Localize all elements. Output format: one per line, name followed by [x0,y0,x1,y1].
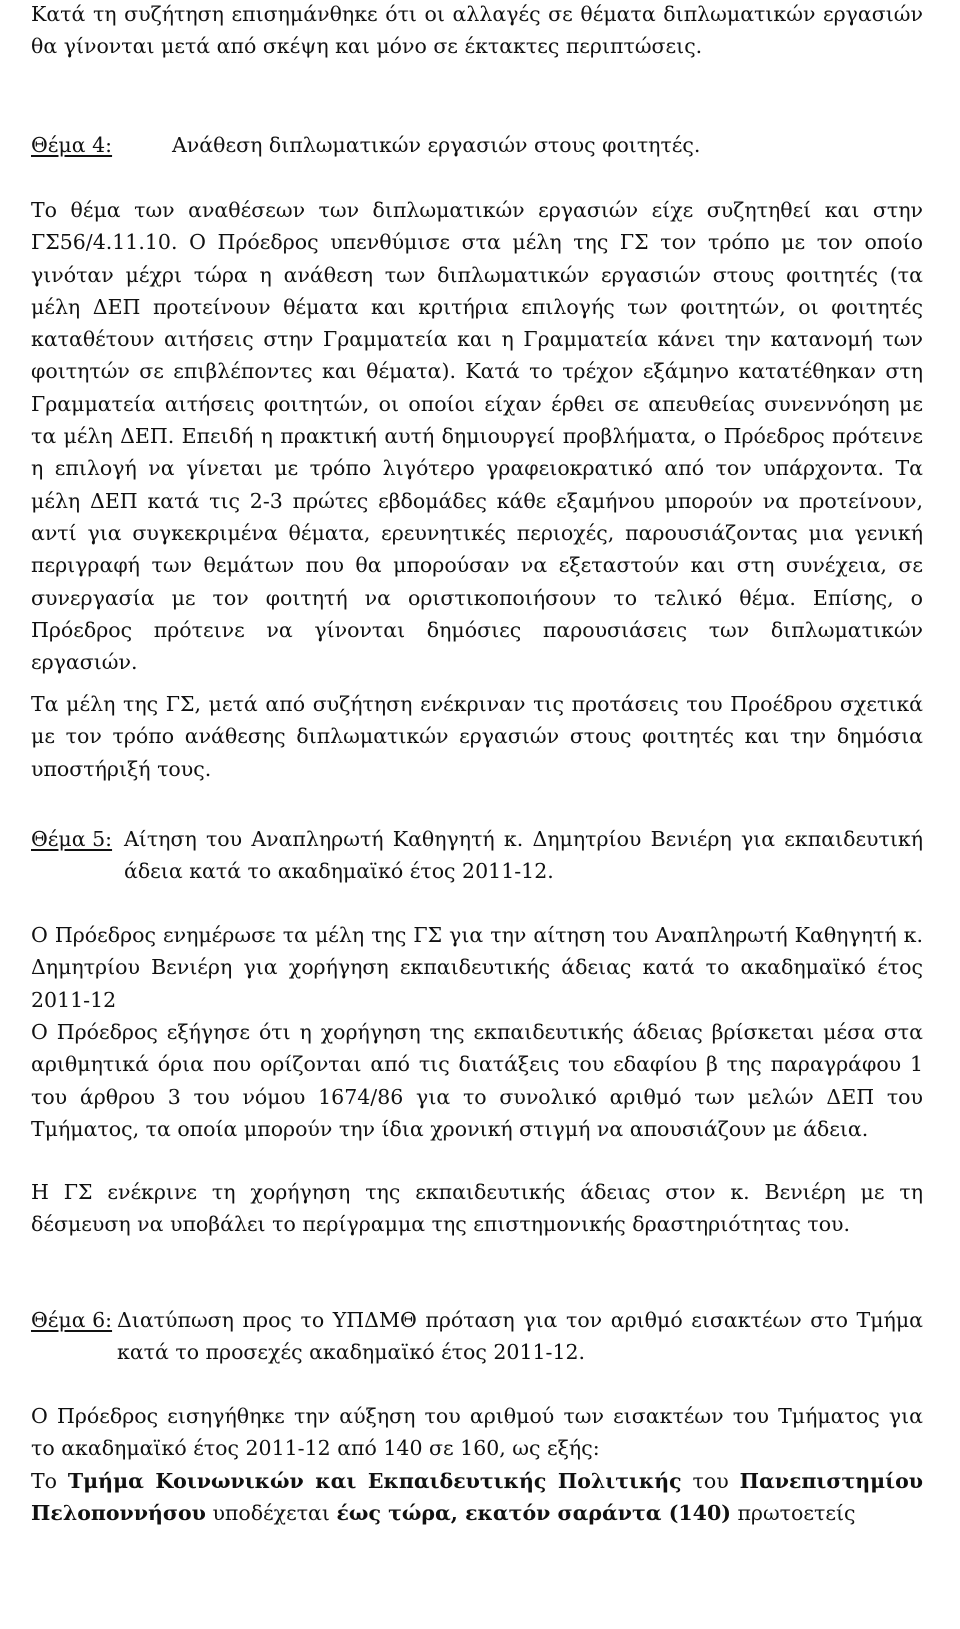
topic-6-label: Θέμα 6: [31,1308,113,1332]
topic-5-heading [31,823,923,888]
topic-4-discussion: Το θέμα των αναθέσεων των διπλωματικών εργασιών είχε συζητηθεί και στην ΓΣ56/4.11.10. Ο Πρόεδρος υπενθύμισε στα μέλη της ΓΣ τον τρόπο με τον οποίο γινόταν μέχρι τώρα η ανάθεση των διπλωματικών εργασιών στους φοιτητές (τα μέλη ΔΕΠ προτείνουν θέματα και κριτήρια επιλογής των φοιτητών, οι φοιτητές καταθέτουν αιτήσεις στην Γραμματεία και η Γραμματεία κάνει την κατανομή των φοιτητών σε επιβλέποντες και θέματα). Κατά το τρέχον εξάμηνο κατατέθηκαν στη Γραμματεία αιτήσεις φοιτητών, οι οποίοι είχαν έρθει σε απευθείας συνεννόηση με τα μέλη ΔΕΠ. Επειδή η πρακτική αυτή δημιουργεί προβλήματα, ο Πρόεδρος πρότεινε η επιλογή να γίνεται με τρόπο λιγότερο γραφειοκρατικό από τον υπάρχοντα. Τα μέλη ΔΕΠ κατά τις 2-3 πρώτες εβδομάδες κάθε εξαμήνου μπορούν να προτείνουν, αντί για συγκεκριμένα θέματα, ερευνητικές περιοχές, παρουσιάζοντας μια γενική περιγραφή των θεμάτων που θα μπορούσαν να εξεταστούν και στη συνέχεια, σε συνεργασία με τον φοιτητή να οριστικοποιήσουν το τελικό θέμα. Επίσης, ο Πρόεδρος πρότεινε να γίνονται δημόσιες παρουσιάσεις των διπλωματικών εργασιών. [31,198,923,675]
topic-5-request: Ο Πρόεδρος ενημέρωσε τα μέλη της ΓΣ για την αίτηση του Αναπληρωτή Καθηγητή κ. Δημητρίου Βενιέρη για χορήγηση εκπαιδευτικής άδειας κατά το ακαδημαϊκό έτος 2011-12 [31,923,923,1012]
statement-text-3: υποδέχεται [205,1501,337,1526]
topic-6-title: Διατύπωση προς το ΥΠΔΜΘ πρόταση για τον αριθμό εισακτέων στο Τμήμα κατά το προσεχές ακαδημαϊκό έτος 2011-12. [117,1308,923,1365]
department-name: Τμήμα Κοινωνικών και Εκπαιδευτικής Πολιτικής [67,1469,682,1493]
topic-5-title: Αίτηση του Αναπληρωτή Καθηγητή κ. Δημητρίου Βενιέρη για εκπαιδευτική άδεια κατά το ακαδημαϊκό έτος 2011-12. [124,827,923,884]
statement-text-2: του [681,1469,740,1493]
statement-text-1: Το [31,1469,68,1493]
topic-4-heading [31,129,923,161]
topic-6-proposal: Ο Πρόεδρος εισηγήθηκε την αύξηση του αριθμού των εισακτέων του Τμήματος για το ακαδημαϊκό έτος 2011-12 από 140 σε 160, ως εξής: [31,1404,923,1461]
intro-paragraph: Κατά τη συζήτηση επισημάνθηκε ότι οι αλλαγές σε θέματα διπλωματικών εργασιών θα γίνονται μετά από σκέψη και μόνο σε έκτακτες περιπτώσεις. [31,2,923,59]
statement-text-4: πρωτοετείς [730,1501,856,1526]
topic-4-title: Ανάθεση διπλωματικών εργασιών στους φοιτητές. [172,133,701,157]
topic-5-decision: Η ΓΣ ενέκρινε τη χορήγηση της εκπαιδευτικής άδειας στον κ. Βενιέρη με τη δέσμευση να υποβάλει το περίγραμμα της επιστημονικής δραστηριότητας του. [31,1180,923,1237]
topic-4-decision: Τα μέλη της ΓΣ, μετά από συζήτηση ενέκριναν τις προτάσεις του Προέδρου σχετικά με τον τρόπο ανάθεσης διπλωματικών εργασιών στους φοιτητές και την δημόσια υποστήριξή τους. [31,692,923,781]
current-intake: έως τώρα, εκατόν σαράντα (140) [336,1501,731,1526]
topic-6-heading [31,1304,923,1369]
university-name: Πανεπιστημίου Πελοποννήσου [31,1469,923,1526]
topic-4-label: Θέμα 4: [31,133,113,157]
topic-5-explanation: Ο Πρόεδρος εξήγησε ότι η χορήγηση της εκπαιδευτικής άδειας βρίσκεται μέσα στα αριθμητικά όρια που ορίζονται από τις διατάξεις του εδαφίου β της παραγράφου 1 του άρθρου 3 του νόμου 1674/86 για το συνολικό αριθμό των μελών ΔΕΠ του Τμήματος, τα οποία μπορούν την ίδια χρονική στιγμή να απουσιάζουν με άδεια. [31,1020,923,1141]
topic-5-label: Θέμα 5: [31,827,113,851]
topic-6-department-statement [31,1465,923,1530]
